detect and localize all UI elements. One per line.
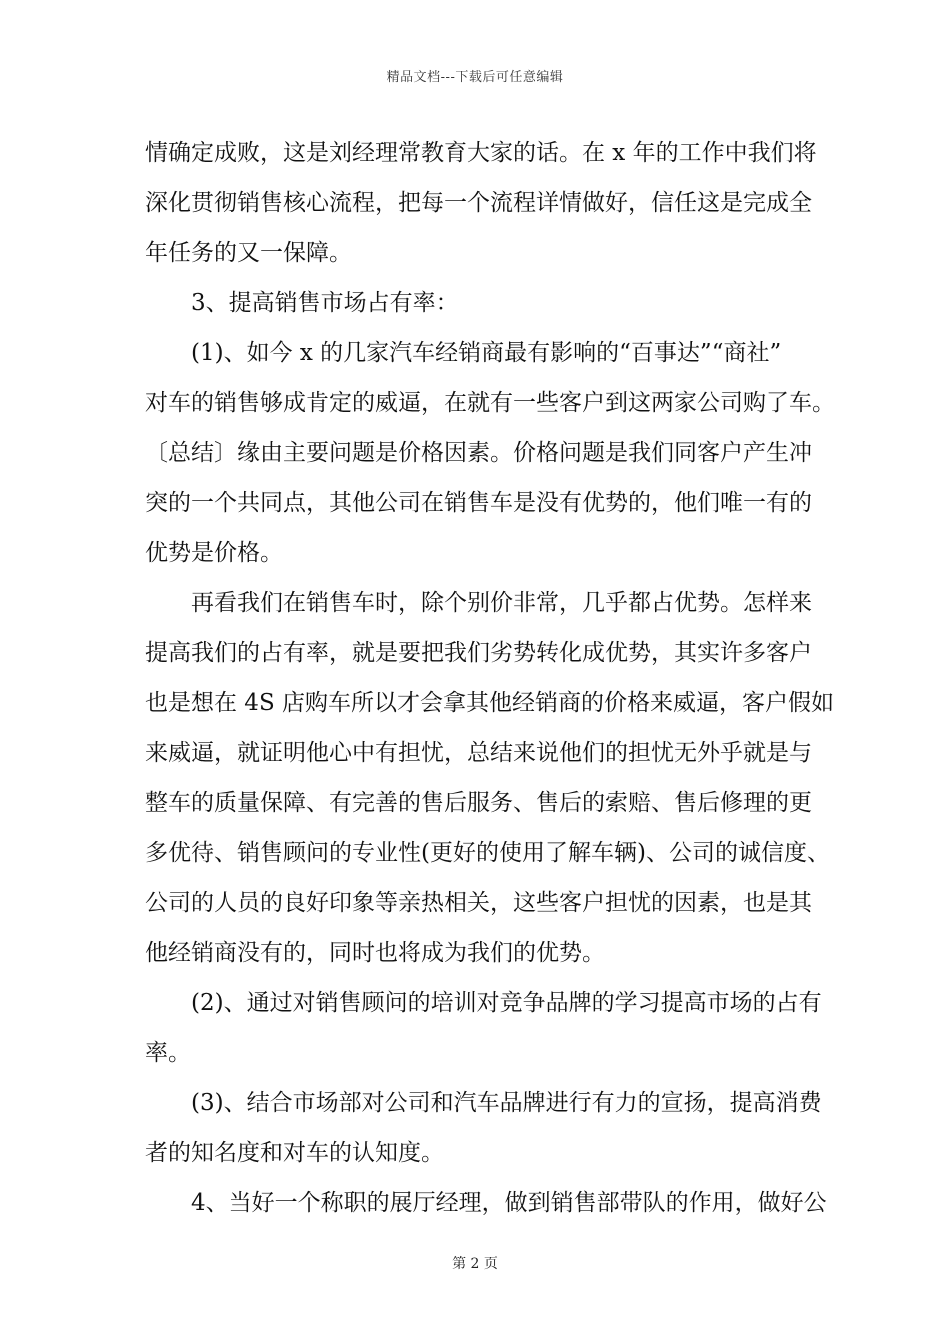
text-line: 对车的销售够成肯定的威逼，在就有一些客户到这两家公司购了车。 <box>145 390 835 416</box>
text-line: 〔总结〕缘由主要问题是价格因素。价格问题是我们同客户产生冲 <box>145 440 812 466</box>
text-line: 也是想在 4S 店购车所以才会拿其他经销商的价格来威逼，客户假如 <box>145 690 835 716</box>
text-line: 整车的质量保障、有完善的售后服务、售后的索赔、售后修理的更 <box>145 790 812 816</box>
text-line: 多优待、销售顾问的专业性(更好的使用了解车辆)、公司的诚信度、 <box>145 840 830 866</box>
text-line: 年任务的又一保障。 <box>145 240 352 266</box>
text-line: 来威逼，就证明他心中有担忧，总结来说他们的担忧无外乎就是与 <box>145 740 812 766</box>
text-line: 公司的人员的良好印象等亲热相关，这些客户担忧的因素，也是其 <box>145 890 812 916</box>
text-line: (3)、结合市场部对公司和汽车品牌进行有力的宣扬，提高消费 <box>191 1090 822 1116</box>
text-line: (1)、如今 x 的几家汽车经销商最有影响的“百事达”“商社” <box>191 340 782 366</box>
text-line: 深化贯彻销售核心流程，把每一个流程详情做好，信任这是完成全 <box>145 190 812 216</box>
text-line: 情确定成败，这是刘经理常教育大家的话。在 x 年的工作中我们将 <box>145 140 817 166</box>
text-line: 率。 <box>145 1040 191 1066</box>
text-line: 优势是价格。 <box>145 540 283 566</box>
text-line: 者的知名度和对车的认知度。 <box>145 1140 444 1166</box>
page-number: 第 2 页 <box>452 1256 498 1272</box>
text-line: 再看我们在销售车时，除个别价非常，几乎都占优势。怎样来 <box>191 590 812 616</box>
text-line: (2)、通过对销售顾问的培训对竞争品牌的学习提高市场的占有 <box>191 990 822 1016</box>
text-line: 提高我们的占有率，就是要把我们劣势转化成优势，其实许多客户 <box>145 640 812 666</box>
text-line: 他经销商没有的，同时也将成为我们的优势。 <box>145 940 605 966</box>
page-header: 精品文档---下载后可任意编辑 <box>386 70 564 85</box>
section-heading: 4、当好一个称职的展厅经理，做到销售部带队的作用，做好公 <box>191 1190 827 1216</box>
section-heading: 3、提高销售市场占有率： <box>191 290 459 316</box>
text-line: 突的一个共同点，其他公司在销售车是没有优势的，他们唯一有的 <box>145 490 812 516</box>
